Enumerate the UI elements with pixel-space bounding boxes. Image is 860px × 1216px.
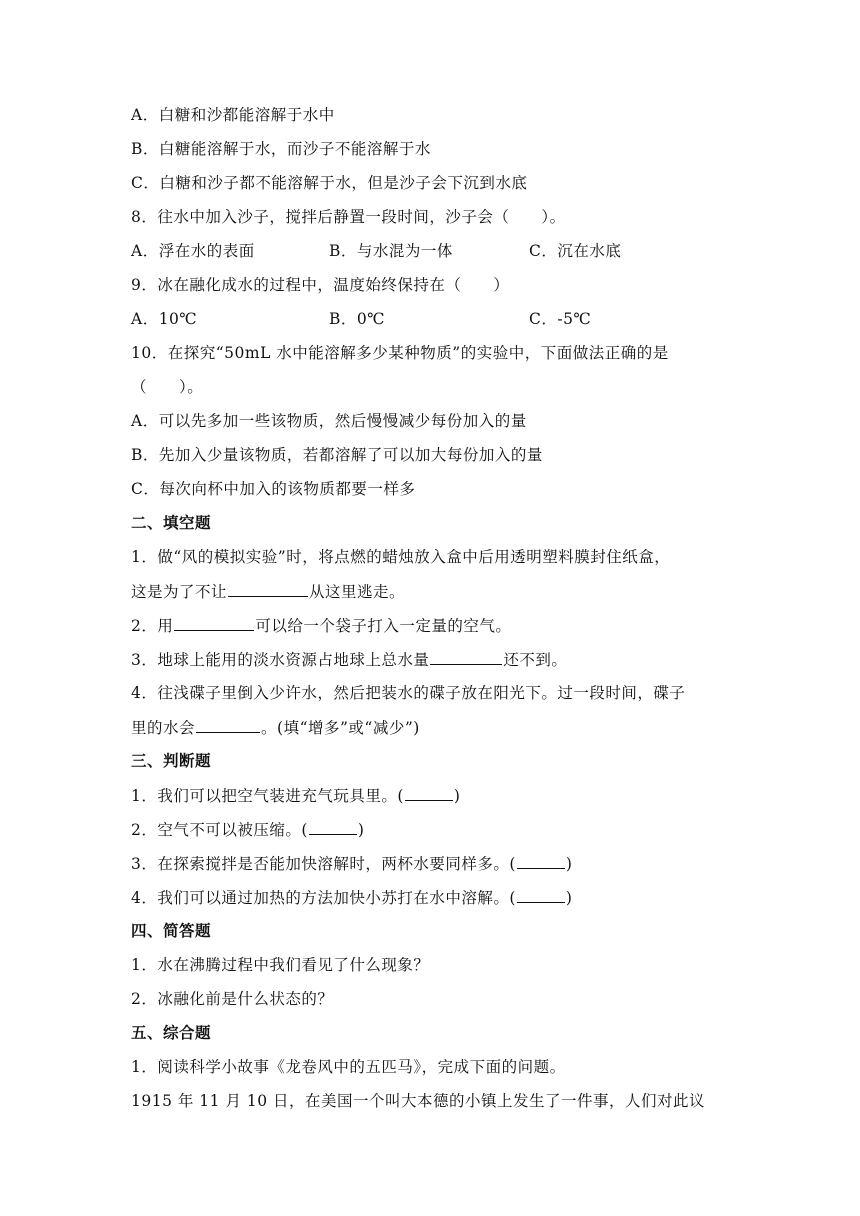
fill-q1-text-after: 从这里逃走。 xyxy=(309,583,406,601)
q8-stem: 8．往水中加入沙子，搅拌后静置一段时间，沙子会（ ）。 xyxy=(131,208,566,226)
q9-option-a: A．10℃ xyxy=(131,310,198,328)
tf-q3 xyxy=(131,851,572,876)
q10-option-c: C．每次向杯中加入的该物质都要一样多 xyxy=(131,480,416,498)
q10-stem-line2: （ ）。 xyxy=(131,378,204,396)
q7-option-b: B．白糖能溶解于水，而沙子不能溶解于水 xyxy=(131,140,431,158)
section-heading-short-answer: 四、简答题 xyxy=(131,921,212,940)
q9-option-b: B．0℃ xyxy=(329,310,386,328)
fill-q3 xyxy=(131,647,567,672)
section-heading-true-false: 三、判断题 xyxy=(131,751,212,770)
tf-q1-close: ) xyxy=(453,787,461,805)
tf-q4 xyxy=(131,885,572,910)
q7-option-a: A．白糖和沙都能溶解于水中 xyxy=(131,106,335,124)
fill-q3-text-before: 3．地球上能用的淡水资源占地球上总水量 xyxy=(131,651,430,669)
q9-option-c: C．-5℃ xyxy=(529,310,592,328)
fill-q1-text-before: 这是为了不让 xyxy=(131,583,228,601)
tf-q3-blank[interactable] xyxy=(517,851,565,869)
fill-q3-text-after: 还不到。 xyxy=(503,651,568,669)
tf-q2-close: ) xyxy=(357,821,365,839)
q7-option-c: C．白糖和沙子都不能溶解于水，但是沙子会下沉到水底 xyxy=(131,174,528,192)
tf-q2-text: 2．空气不可以被压缩。( xyxy=(131,821,308,839)
tf-q1-text: 1．我们可以把空气装进充气玩具里。( xyxy=(131,787,404,805)
tf-q4-text: 4．我们可以通过加热的方法加快小苏打在水中溶解。( xyxy=(131,889,516,907)
q9-stem: 9．冰在融化成水的过程中，温度始终保持在（ ） xyxy=(131,276,510,294)
tf-q1 xyxy=(131,783,460,808)
q10-option-a: A．可以先多加一些该物质，然后慢慢减少每份加入的量 xyxy=(131,412,527,430)
tf-q2 xyxy=(131,817,364,842)
tf-q2-blank[interactable] xyxy=(309,817,357,835)
q10-option-b: B．先加入少量该物质，若都溶解了可以加大每份加入的量 xyxy=(131,446,543,464)
fill-q4-blank[interactable] xyxy=(196,715,260,733)
fill-q4-text-before: 里的水会 xyxy=(131,719,196,737)
q10-stem-line1: 10．在探究“50mL 水中能溶解多少某种物质”的实验中，下面做法正确的是 xyxy=(131,344,669,362)
tf-q4-blank[interactable] xyxy=(517,885,565,903)
comprehensive-q1: 1．阅读科学小故事《龙卷风中的五匹马》，完成下面的问题。 xyxy=(131,1058,566,1076)
q8-option-a: A．浮在水的表面 xyxy=(131,242,255,260)
section-heading-fill-in: 二、填空题 xyxy=(131,513,212,532)
fill-q4-line1: 4．往浅碟子里倒入少许水，然后把装水的碟子放在阳光下。过一段时间，碟子 xyxy=(131,684,686,702)
short-q2: 2．冰融化前是什么状态的？ xyxy=(131,990,334,1008)
fill-q4-text-after: 。(填“增多”或“减少”) xyxy=(261,719,420,737)
fill-q2-blank[interactable] xyxy=(174,613,254,631)
q8-options xyxy=(131,239,731,263)
fill-q2-text-after: 可以给一个袋子打入一定量的空气。 xyxy=(255,617,512,635)
fill-q2-text-before: 2．用 xyxy=(131,617,174,635)
q8-option-c: C．沉在水底 xyxy=(529,242,622,260)
fill-q1-blank[interactable] xyxy=(228,579,308,597)
tf-q1-blank[interactable] xyxy=(405,783,453,801)
fill-q1-line1: 1．做“风的模拟实验”时，将点燃的蜡烛放入盒中后用透明塑料膜封住纸盒， xyxy=(131,548,671,566)
reading-passage-line1: 1915 年 11 月 10 日，在美国一个叫大本德的小镇上发生了一件事，人们对此议 xyxy=(131,1092,706,1110)
tf-q3-text: 3．在探索搅拌是否能加快溶解时，两杯水要同样多。( xyxy=(131,855,516,873)
q9-options xyxy=(131,307,731,331)
fill-q1-line2 xyxy=(131,579,405,604)
section-heading-comprehensive: 五、综合题 xyxy=(131,1023,212,1042)
fill-q4-line2 xyxy=(131,715,420,740)
tf-q4-close: ) xyxy=(565,889,573,907)
tf-q3-close: ) xyxy=(565,855,573,873)
fill-q3-blank[interactable] xyxy=(430,647,502,665)
fill-q2 xyxy=(131,613,511,638)
q8-option-b: B．与水混为一体 xyxy=(329,242,453,260)
short-q1: 1．水在沸腾过程中我们看见了什么现象？ xyxy=(131,956,430,974)
